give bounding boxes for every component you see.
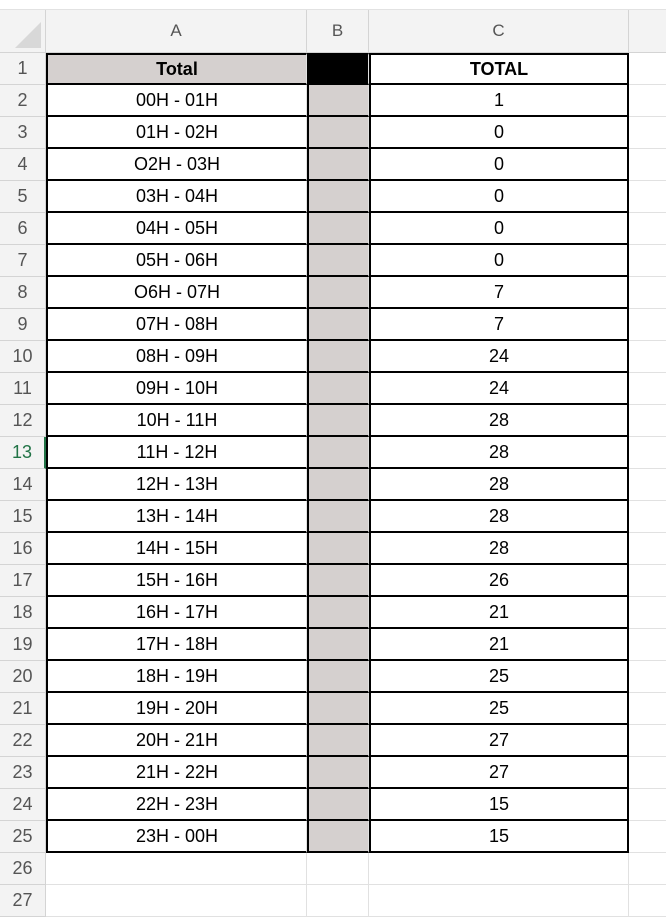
cell-d-row[interactable]	[629, 725, 666, 757]
cell-d-row[interactable]	[629, 821, 666, 853]
cell-d-row[interactable]	[629, 565, 666, 597]
cell-a-row[interactable]: O6H - 07H	[46, 277, 307, 309]
cell-b-row[interactable]	[307, 661, 369, 693]
cell-b-row[interactable]	[307, 789, 369, 821]
cell-a-row[interactable]: 23H - 00H	[46, 821, 307, 853]
cell-d-row[interactable]	[629, 885, 666, 917]
select-all-button[interactable]	[0, 10, 46, 53]
cell-b-row[interactable]	[307, 725, 369, 757]
cell-a-row[interactable]: 21H - 22H	[46, 757, 307, 789]
cell-d-row[interactable]	[629, 597, 666, 629]
cell-c-row[interactable]: 0	[369, 213, 629, 245]
cell-c-row[interactable]: 27	[369, 725, 629, 757]
cell-d-row[interactable]	[629, 181, 666, 213]
row-header[interactable]: 16	[0, 533, 46, 565]
cell-b-row[interactable]	[307, 853, 369, 885]
ribbon-edge	[0, 0, 666, 10]
cell-b-row[interactable]	[307, 117, 369, 149]
cell-b-row[interactable]	[307, 437, 369, 469]
cell-c-header[interactable]: TOTAL	[369, 53, 629, 85]
cell-c-row[interactable]: 0	[369, 245, 629, 277]
cell-c-row[interactable]: 24	[369, 373, 629, 405]
row-header[interactable]: 18	[0, 597, 46, 629]
cell-c-row[interactable]: 0	[369, 181, 629, 213]
row-header[interactable]: 12	[0, 405, 46, 437]
cell-d-row[interactable]	[629, 789, 666, 821]
cell-d-row[interactable]	[629, 373, 666, 405]
cell-b-row[interactable]	[307, 373, 369, 405]
cell-c-row[interactable]: 21	[369, 597, 629, 629]
cell-c-row[interactable]: 28	[369, 533, 629, 565]
cell-b-row[interactable]	[307, 629, 369, 661]
cell-a-row[interactable]: 22H - 23H	[46, 789, 307, 821]
row-header[interactable]: 13	[0, 437, 46, 469]
cell-a-row[interactable]	[46, 885, 307, 917]
cell-b-row[interactable]	[307, 501, 369, 533]
cell-c-row[interactable]: 25	[369, 661, 629, 693]
cell-b-row[interactable]	[307, 469, 369, 501]
cell-c-row[interactable]: 1	[369, 85, 629, 117]
cell-a-row[interactable]: 16H - 17H	[46, 597, 307, 629]
row-header[interactable]: 9	[0, 309, 46, 341]
cell-a-row[interactable]: 13H - 14H	[46, 501, 307, 533]
row-header[interactable]: 11	[0, 373, 46, 405]
cell-d-row[interactable]	[629, 85, 666, 117]
cell-c-row[interactable]: 24	[369, 341, 629, 373]
cell-c-row[interactable]: 28	[369, 469, 629, 501]
cell-a-row[interactable]: 14H - 15H	[46, 533, 307, 565]
cell-b-row[interactable]	[307, 885, 369, 917]
cell-c-row[interactable]: 28	[369, 501, 629, 533]
column-header-c[interactable]: C	[369, 10, 629, 53]
cell-d-row[interactable]	[629, 501, 666, 533]
cell-d-row[interactable]	[629, 213, 666, 245]
cell-d-row[interactable]	[629, 341, 666, 373]
cell-d-row[interactable]	[629, 245, 666, 277]
row-header[interactable]: 2	[0, 85, 46, 117]
row-header[interactable]: 23	[0, 757, 46, 789]
select-all-icon	[15, 22, 41, 48]
cell-c-row[interactable]: 21	[369, 629, 629, 661]
cell-d-row[interactable]	[629, 53, 666, 85]
cell-d-row[interactable]	[629, 405, 666, 437]
cell-a-row[interactable]: 01H - 02H	[46, 117, 307, 149]
cell-d-row[interactable]	[629, 117, 666, 149]
cell-d-row[interactable]	[629, 693, 666, 725]
cell-d-row[interactable]	[629, 309, 666, 341]
cell-a-row[interactable]: 03H - 04H	[46, 181, 307, 213]
row-header[interactable]: 14	[0, 469, 46, 501]
cell-a-header[interactable]: Total	[46, 53, 307, 85]
row-header[interactable]: 1	[0, 53, 46, 85]
cell-d-row[interactable]	[629, 277, 666, 309]
cell-a-row[interactable]: 18H - 19H	[46, 661, 307, 693]
spreadsheet-grid[interactable]	[0, 10, 666, 916]
cell-d-row[interactable]	[629, 853, 666, 885]
row-header[interactable]: 25	[0, 821, 46, 853]
cell-c-row[interactable]: 0	[369, 117, 629, 149]
cell-b-row[interactable]	[307, 149, 369, 181]
row-header[interactable]: 20	[0, 661, 46, 693]
cell-d-row[interactable]	[629, 469, 666, 501]
cell-b-row[interactable]	[307, 309, 369, 341]
row-header[interactable]: 10	[0, 341, 46, 373]
column-header-a[interactable]: A	[46, 10, 307, 53]
cell-b-row[interactable]	[307, 405, 369, 437]
row-header[interactable]: 17	[0, 565, 46, 597]
cell-c-row[interactable]: 25	[369, 693, 629, 725]
row-header[interactable]: 15	[0, 501, 46, 533]
cell-a-row[interactable]: 00H - 01H	[46, 85, 307, 117]
cell-a-row[interactable]: 19H - 20H	[46, 693, 307, 725]
cell-c-row[interactable]: 28	[369, 437, 629, 469]
cell-d-row[interactable]	[629, 149, 666, 181]
cell-b-row[interactable]	[307, 277, 369, 309]
cell-a-row[interactable]: 17H - 18H	[46, 629, 307, 661]
row-header[interactable]: 7	[0, 245, 46, 277]
cell-c-row[interactable]: 26	[369, 565, 629, 597]
cell-b-row[interactable]	[307, 565, 369, 597]
cell-a-row[interactable]: 07H - 08H	[46, 309, 307, 341]
row-header[interactable]: 27	[0, 885, 46, 917]
cell-b-row[interactable]	[307, 597, 369, 629]
cell-c-row[interactable]	[369, 853, 629, 885]
row-header[interactable]: 4	[0, 149, 46, 181]
cell-c-row[interactable]: 15	[369, 821, 629, 853]
row-header[interactable]: 21	[0, 693, 46, 725]
cell-a-row[interactable]	[46, 853, 307, 885]
cell-a-row[interactable]: 15H - 16H	[46, 565, 307, 597]
cell-c-row[interactable]: 28	[369, 405, 629, 437]
cell-b-header[interactable]	[307, 53, 369, 85]
row-header[interactable]: 19	[0, 629, 46, 661]
row-header[interactable]: 22	[0, 725, 46, 757]
row-header[interactable]: 5	[0, 181, 46, 213]
cell-b-row[interactable]	[307, 693, 369, 725]
cell-a-row[interactable]: 08H - 09H	[46, 341, 307, 373]
cell-c-row[interactable]: 27	[369, 757, 629, 789]
cell-d-row[interactable]	[629, 661, 666, 693]
cell-d-row[interactable]	[629, 757, 666, 789]
cell-a-row[interactable]: 05H - 06H	[46, 245, 307, 277]
cell-b-row[interactable]	[307, 533, 369, 565]
cell-a-row[interactable]: O2H - 03H	[46, 149, 307, 181]
row-header[interactable]: 26	[0, 853, 46, 885]
cell-c-row[interactable]: 7	[369, 277, 629, 309]
cell-c-row[interactable]: 0	[369, 149, 629, 181]
cell-d-row[interactable]	[629, 629, 666, 661]
cell-b-row[interactable]	[307, 245, 369, 277]
cell-d-row[interactable]	[629, 533, 666, 565]
row-header[interactable]: 24	[0, 789, 46, 821]
cell-a-row[interactable]: 09H - 10H	[46, 373, 307, 405]
cell-b-row[interactable]	[307, 341, 369, 373]
cell-b-row[interactable]	[307, 213, 369, 245]
cell-a-row[interactable]: 10H - 11H	[46, 405, 307, 437]
cell-b-row[interactable]	[307, 821, 369, 853]
cell-b-row[interactable]	[307, 85, 369, 117]
row-header[interactable]: 8	[0, 277, 46, 309]
cell-b-row[interactable]	[307, 181, 369, 213]
cell-c-row[interactable]: 7	[369, 309, 629, 341]
cell-c-row[interactable]	[369, 885, 629, 917]
cell-a-row[interactable]: 20H - 21H	[46, 725, 307, 757]
column-header-b[interactable]: B	[307, 10, 369, 53]
row-header[interactable]: 3	[0, 117, 46, 149]
column-header-d[interactable]	[629, 10, 666, 53]
cell-a-row[interactable]: 04H - 05H	[46, 213, 307, 245]
cell-b-row[interactable]	[307, 757, 369, 789]
cell-a-row[interactable]: 11H - 12H	[46, 437, 307, 469]
row-header[interactable]: 6	[0, 213, 46, 245]
cell-d-row[interactable]	[629, 437, 666, 469]
cell-c-row[interactable]: 15	[369, 789, 629, 821]
cell-a-row[interactable]: 12H - 13H	[46, 469, 307, 501]
